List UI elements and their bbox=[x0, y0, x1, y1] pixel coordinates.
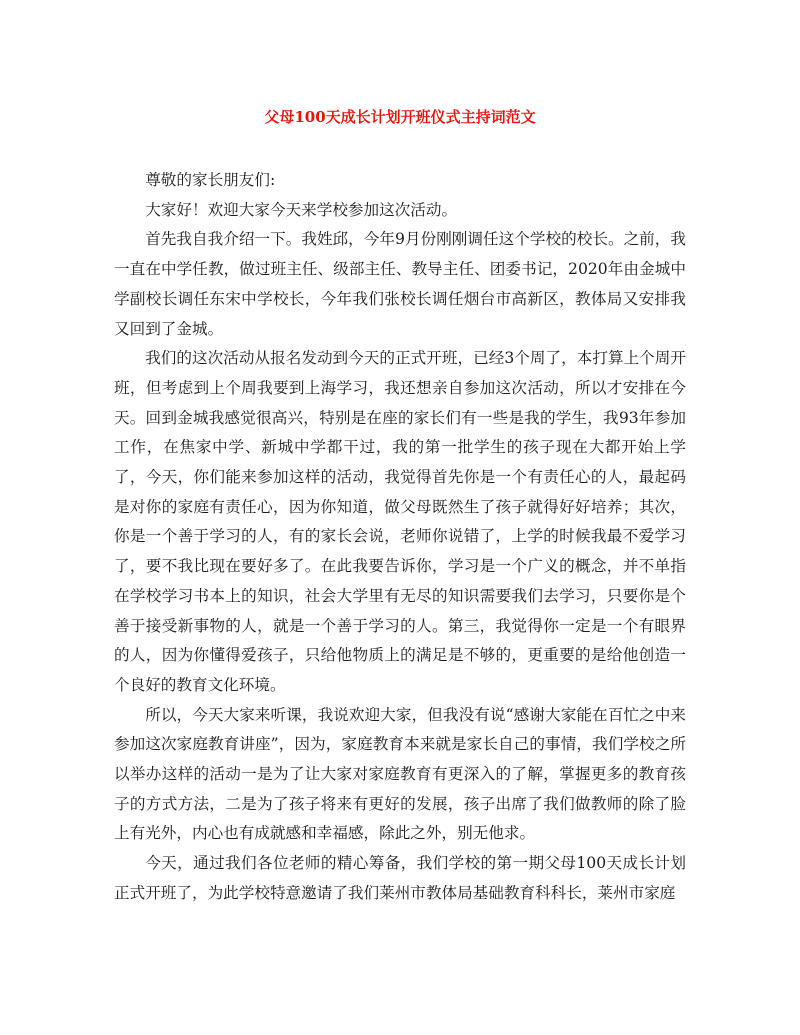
opening-paragraph: 今天，通过我们各位老师的精心筹备，我们学校的第一期父母100天成长计划正式开班了，为此学校特意邀请了我们莱州市教体局基础教育科科长，莱州市家庭 bbox=[114, 854, 686, 902]
greeting-paragraph: 尊敬的家长朋友们: bbox=[145, 171, 276, 189]
welcome-paragraph: 大家好！欢迎大家今天来学校参加这次活动。 bbox=[145, 200, 458, 219]
purpose-paragraph: 所以，今天大家来听课，我说欢迎大家，但我没有说“感谢大家能在百忙之中来参加这次家庭教育讲座”，因为，家庭教育本来就是家长自己的事情，我们学校之所以举办这样的活动一是为了让大家对家庭教育有更深入的了解，掌握更多的教育孩子的方式方法，二是为了孩子将来有更好的发展，孩子出席了我们做教师的除了脸上有光外，内心也有成就感和幸福感，除此之外，别无他求。 bbox=[114, 705, 686, 843]
document-title: 父母100天成长计划开班仪式主持词范文 bbox=[264, 108, 536, 126]
document-body bbox=[114, 166, 686, 909]
activity-paragraph: 我们的这次活动从报名发动到今天的正式开班，已经3个周了，本打算上个周开班，但考虑到上个周我要到上海学习，我还想亲自参加这次活动，所以才安排在今天。回到金城我感觉很高兴，特别是在座的家长们有一些是我的学生，我93年参加工作，在焦家中学、新城中学都干过，我的第一批学生的孩子现在大都开始上学了，今天，你们能来参加这样的活动，我觉得首先你是一个有责任心的人，最起码是对你的家庭有责任心，因为你知道，做父母既然生了孩子就得好好培养；其次，你是一个善于学习的人，有的家长会说，老师你说错了，上学的时候我最不爱学习了，要不我比现在要好多了。在此我要告诉你，学习是一个广义的概念，并不单指在学校学习书本上的知识，社会大学里有无尽的知识需要我们去学习，只要你是个善于接受新事物的人，就是一个善于学习的人。第三，我觉得你一定是一个有眼界的人，因为你懂得爱孩子，只给他物质上的满足是不够的，更重要的是给他创造一个良好的教育文化环境。 bbox=[114, 349, 686, 694]
introduction-paragraph: 首先我自我介绍一下。我姓邱，今年9月份刚刚调任这个学校的校长。之前，我一直在中学任教，做过班主任、级部主任、教导主任、团委书记，2020年由金城中学副校长调任东宋中学校长，今年我们张校长调任烟台市高新区，教体局又安排我又回到了金城。 bbox=[114, 230, 686, 338]
